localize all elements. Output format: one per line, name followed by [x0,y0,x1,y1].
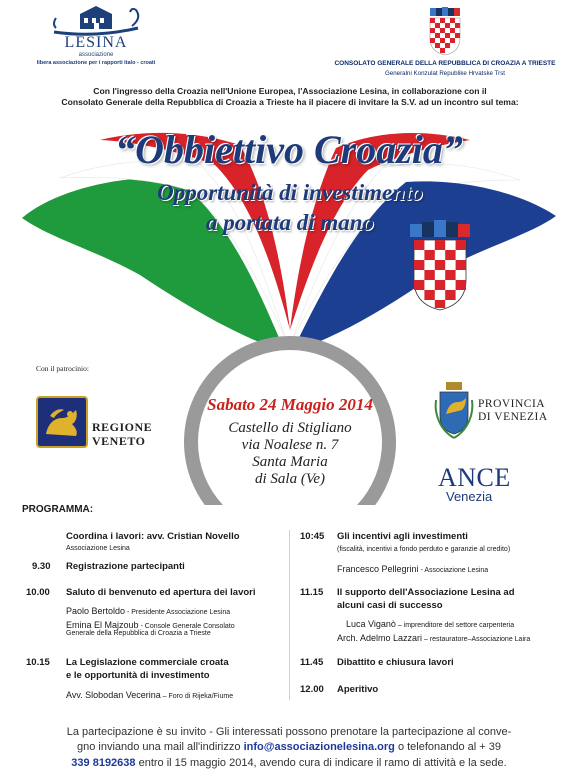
session-time: 10:45 [300,531,325,542]
speaker-name: Avv. Slobodan Vecerina [66,690,161,700]
speaker-role: – restauratore–Associazione Laira [422,636,531,643]
speaker-line [337,628,530,646]
session-time: 11.45 [300,657,324,668]
ance-city: Venezia [446,489,493,504]
speaker-line [66,685,233,703]
session-title: Aperitivo [337,684,379,695]
footer-text-line-2 [0,741,578,753]
speaker-role: - Presidente Associazione Lesina [125,609,231,616]
venue-line-4: di Sala (Ve) [255,471,325,487]
programme-title: PROGRAMMA: [22,504,94,515]
speaker-name: Arch. Adelmo Lazzari [337,633,423,643]
lesina-association-label: associazione [78,52,114,58]
ance-name: ANCE [438,463,511,492]
speaker-role: – imprenditore del settore carpenteria [395,622,515,629]
lesina-name: LESINA [64,34,128,51]
footer-text-line-3 [0,757,578,769]
session-note: (fiscalità, incentivi a fondo perduto e garanzie al credito) [337,546,511,553]
regione-veneto-name-line-2: VENETO [92,434,146,448]
provincia-venezia-name-line-1: PROVINCIA [478,398,546,410]
event-subtitle-line-2: a portata di mano [205,210,375,235]
coordinator-item: Coordina i lavori: avv. Cristian Novello [66,531,240,542]
speaker-role-continued: Generale della Repubblica di Croazia a Trieste [66,630,211,637]
venue-line-1: Castello di Stigliano [228,420,352,436]
speaker-role: - Associazione Lesina [418,567,489,574]
footer-text: o telefonando al + 39 [394,741,502,753]
event-subtitle-line-1: Opportunità di investimento [157,180,423,205]
speaker-line [337,559,488,577]
intro-line-1: Con l'ingresso della Croazia nell'Unione Europea, l'Associazione Lesina, in collaborazione con il [93,86,487,96]
contact-email-link[interactable]: info@associazionelesina.org [243,741,395,753]
contact-phone[interactable]: 339 8192638 [71,757,136,769]
session-title: Registrazione partecipanti [66,561,185,572]
speaker-name: Francesco Pellegrini [337,564,419,574]
footer-text: gno inviando una mail all'indirizzo [76,741,244,753]
venue-line-3: Santa Maria [252,454,328,470]
session-title-continued: alcuni casi di successo [337,600,443,611]
speaker-name: Paolo Bertoldo [66,606,126,616]
session-time: 11.15 [300,587,324,598]
speaker-name: Luca Viganò [346,619,396,629]
speaker-name: Emina El Majzoub [66,620,139,630]
session-title: Saluto di benvenuto ed apertura dei lavori [66,587,256,598]
coordinator-affiliation: Associazione Lesina [66,545,130,552]
session-time: 9.30 [32,561,51,572]
consulate-name: CONSOLATO GENERALE DELLA REPUBBLICA DI CROAZIA A TRIESTE [334,60,556,67]
session-title: Gli incentivi agli investimenti [337,531,468,542]
regione-veneto-name-line-1: REGIONE [92,420,153,434]
programme-column-divider [289,530,290,700]
speaker-role: – Foro di Rijeka/Fiume [160,693,234,700]
event-title: “Obbiettivo Croazia” [115,127,463,172]
intro-line-2: Consolato Generale della Repubblica di Croazia a Trieste ha il piacere di invitare la S.V. ad un incontro sul tema: [61,97,519,107]
session-time: 10.00 [26,587,50,598]
venue-line-2: via Noalese n. 7 [241,437,339,453]
patronage-label: Con il patrocinio: [36,364,89,373]
session-title: Il supporto dell'Associazione Lesina ad [337,587,515,598]
croatian-coat-of-arms-icon [426,6,464,56]
session-title: Dibattito e chiusura lavori [337,657,454,668]
footer-text: entro il 15 maggio 2014, avendo cura di indicare il ramo di attività e la sede. [135,757,507,769]
session-title: La Legislazione commerciale croata [66,657,229,668]
intro-text [20,86,560,108]
regione-veneto-lion-icon [36,396,88,448]
session-title-continued: e le opportunità di investimento [66,670,210,681]
consulate-name-croatian: Generalni Konzulat Republike Hrvatske Trst [384,70,506,77]
session-time: 12.00 [300,684,324,695]
lesina-tagline: libera associazione per i rapporti italo - croati [36,60,156,66]
event-date: Sabato 24 Maggio 2014 [207,395,373,414]
provincia-venezia-crest-icon [432,380,476,442]
session-time: 10.15 [26,657,50,668]
speaker-role: - Console Generale Consolato [138,623,235,630]
footer-text-line-1: La partecipazione è su invito - Gli interessati possono prenotare la partecipazione al conve- [66,726,512,738]
lesina-logo-icon [46,4,146,38]
provincia-venezia-name-line-2: DI VENEZIA [478,411,548,423]
